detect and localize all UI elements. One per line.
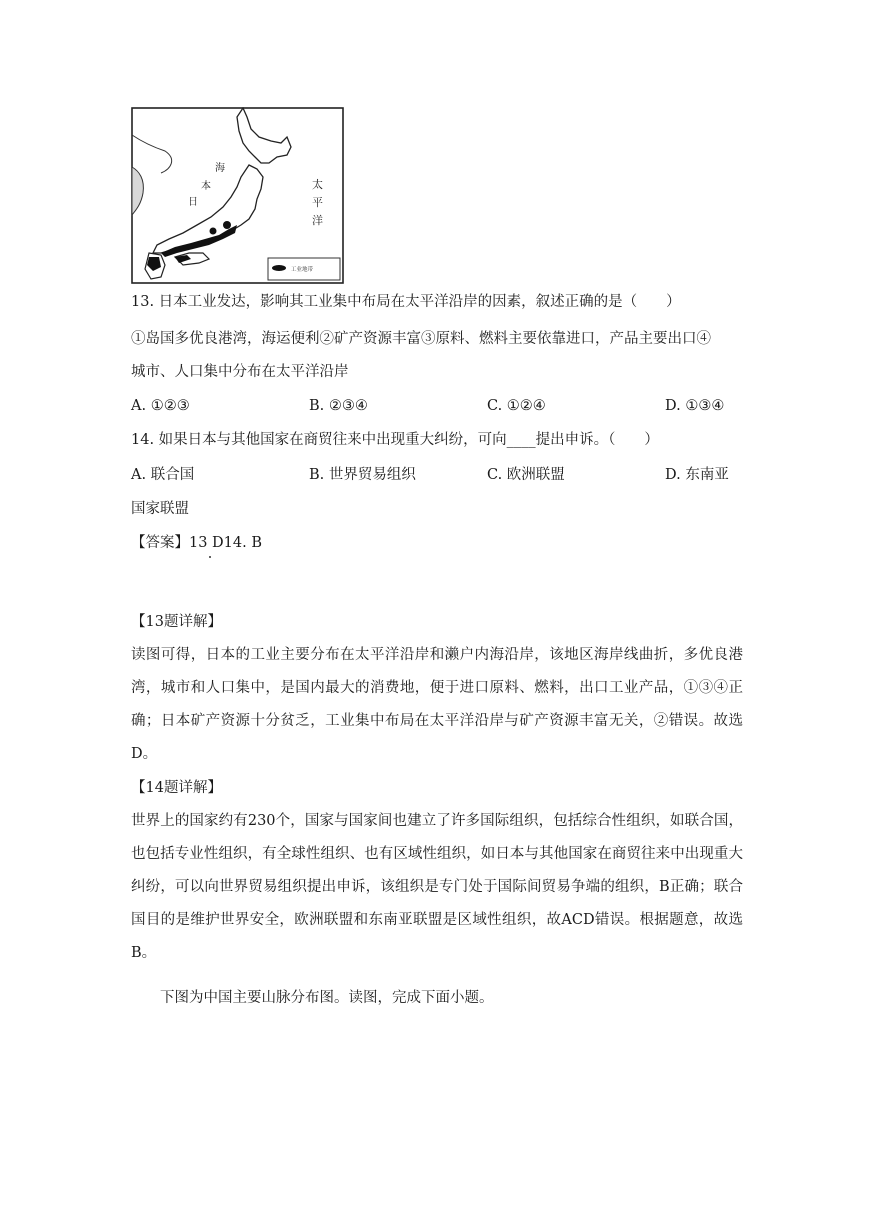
answer-line: 【答案】13 D14. B bbox=[131, 535, 263, 551]
map-label-ocean-1: 太 bbox=[312, 178, 323, 191]
map-label-sea-1: 日 bbox=[188, 197, 198, 208]
q13-option-a: A. ①②③ bbox=[131, 398, 190, 414]
map-legend bbox=[268, 258, 340, 280]
analysis13-text: 读图可得，日本的工业主要分布在太平洋沿岸和濑户内海沿岸，该地区海岸线曲折，多优良港湾，城市和人口集中，是国内最大的消费地，便于进口原料、燃料，出口工业产品，①③④正确；日本矿产资源十分贫乏，工业集中布局在太平洋沿岸与矿产资源丰富无关，②错误。故选D。 bbox=[131, 647, 743, 762]
q13-items-line1: ①岛国多优良港湾，海运便利②矿产资源丰富③原料、燃料主要依靠进口，产品主要出口④ bbox=[131, 331, 711, 347]
q14-option-d-continued: 国家联盟 bbox=[131, 501, 189, 517]
analysis13-heading: 【13题详解】 bbox=[131, 614, 222, 630]
q14-option-b: B. 世界贸易组织 bbox=[309, 467, 416, 483]
q13-stem: 13. 日本工业发达，影响其工业集中布局在太平洋沿岸的因素，叙述正确的是（ ） bbox=[131, 294, 681, 310]
map-legend-label: 工业地带 bbox=[291, 267, 314, 273]
map-label-ocean-3: 洋 bbox=[312, 214, 323, 227]
q14-option-d: D. 东南亚 bbox=[665, 467, 729, 483]
analysis14-heading: 【14题详解】 bbox=[131, 780, 222, 796]
q14-stem: 14. 如果日本与其他国家在商贸往来中出现重大纠纷，可向____提出申诉。（ ） bbox=[131, 432, 659, 448]
japan-map bbox=[131, 107, 344, 284]
q13-option-b: B. ②③④ bbox=[309, 398, 368, 414]
q13-option-c: C. ①②④ bbox=[487, 398, 546, 414]
q13-option-d: D. ①③④ bbox=[665, 398, 725, 414]
stray-dot bbox=[209, 556, 211, 558]
analysis14-text: 世界上的国家约有230个，国家与国家间也建立了许多国际组织，包括综合性组织，如联合国，也包括专业性组织，有全球性组织、也有区域性组织，如日本与其他国家在商贸往来中出现重大纠纷，可以向世界贸易组织提出申诉，该组织是专门处于国际间贸易争端的组织，B正确；联合国目的是维护世界安全，欧洲联盟和东南亚联盟是区域性组织，故ACD错误。根据题意，故选B。 bbox=[131, 813, 743, 961]
q13-items-line2: 城市、人口集中分布在太平洋沿岸 bbox=[131, 364, 349, 380]
map-label-ocean-2: 平 bbox=[312, 196, 323, 209]
q14-option-a: A. 联合国 bbox=[131, 467, 195, 483]
map-label-sea-2: 本 bbox=[201, 181, 211, 192]
q14-option-c: C. 欧洲联盟 bbox=[487, 467, 565, 483]
map-label-sea-3: 海 bbox=[215, 163, 225, 174]
next-section-intro: 下图为中国主要山脉分布图。读图，完成下面小题。 bbox=[160, 990, 494, 1006]
